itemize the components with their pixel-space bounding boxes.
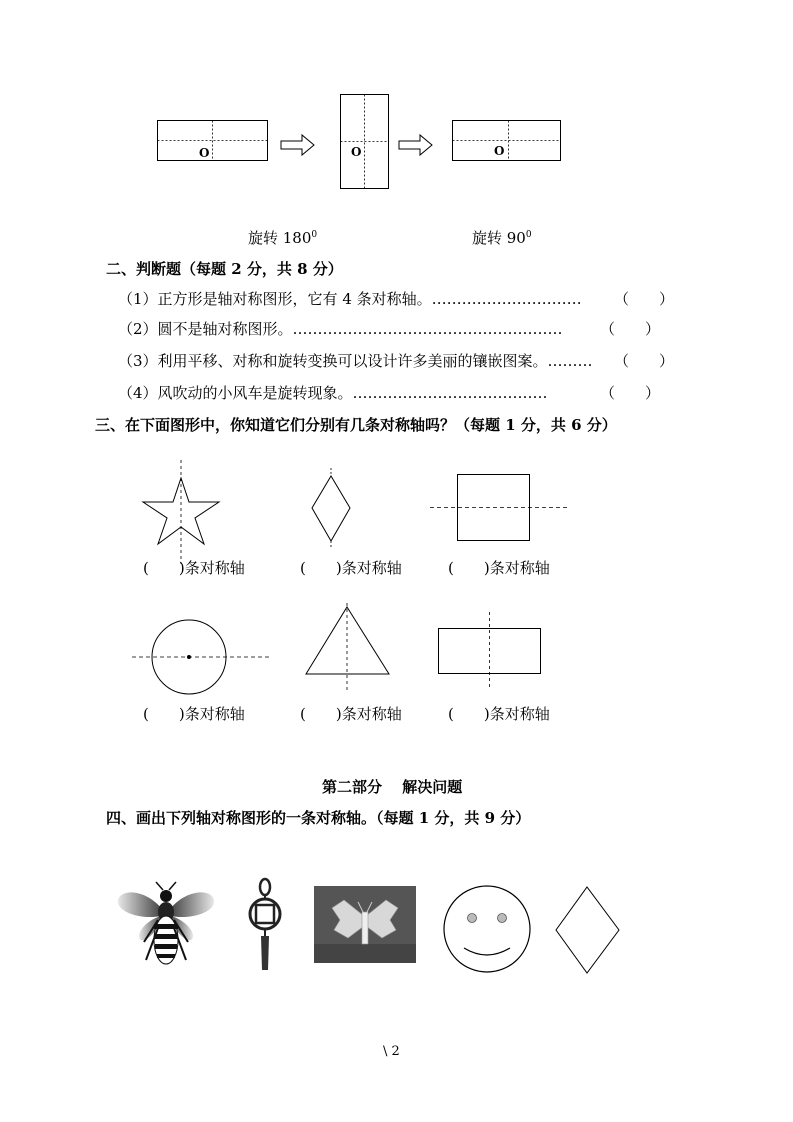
axis-count-blank[interactable]: ( )条对称轴 bbox=[143, 705, 245, 723]
answer-blank[interactable]: （ ） bbox=[614, 352, 675, 370]
chinese-knot-image bbox=[243, 876, 287, 974]
center-mark: O bbox=[494, 144, 505, 158]
paper-butterfly-photo bbox=[314, 886, 416, 963]
section2-heading: 二、判断题（每题 2 分，共 8 分） bbox=[106, 260, 343, 278]
rhombus-shape bbox=[553, 884, 623, 976]
answer-blank[interactable]: （ ） bbox=[600, 384, 661, 402]
judge-item: （3）利用平移、对称和旋转变换可以设计许多美丽的镶嵌图案。……… bbox=[118, 352, 593, 370]
rotation-rect-middle bbox=[341, 95, 389, 189]
axis-count-blank[interactable]: ( )条对称轴 bbox=[448, 559, 550, 577]
center-mark: O bbox=[351, 145, 362, 159]
axis-count-blank[interactable]: ( )条对称轴 bbox=[300, 705, 402, 723]
rotation-label-180: 旋转 $180^0$ bbox=[248, 229, 318, 247]
judge-item: （2）圆不是轴对称图形。……………………………………………… bbox=[118, 320, 563, 338]
axis-count-blank[interactable]: ( )条对称轴 bbox=[143, 559, 245, 577]
rotation-label-90: 旋转 $90^0$ bbox=[472, 229, 532, 247]
rotation-rect-end bbox=[453, 121, 561, 161]
arrow-right-icon bbox=[399, 135, 432, 155]
answer-blank[interactable]: （ ） bbox=[614, 290, 675, 308]
star-shape bbox=[140, 460, 225, 565]
bee-image bbox=[116, 880, 216, 970]
circle-shape bbox=[130, 618, 272, 696]
section4-heading: 四、画出下列轴对称图形的一条对称轴。（每题 1 分，共 9 分） bbox=[106, 809, 531, 827]
rhombus-shape bbox=[307, 468, 357, 548]
axis-count-blank[interactable]: ( )条对称轴 bbox=[300, 559, 402, 577]
page-number: \ 2 bbox=[383, 1044, 400, 1059]
arrow-right-icon bbox=[281, 135, 314, 155]
judge-item: （4）风吹动的小风车是旋转现象。………………………………… bbox=[118, 384, 548, 402]
rectangle-shape bbox=[428, 470, 570, 546]
part-title: 第二部分 解决问题 bbox=[322, 778, 463, 796]
judge-item: （1）正方形是轴对称图形，它有 4 条对称轴。………………………… bbox=[118, 290, 582, 308]
section3-heading: 三、在下面图形中，你知道它们分别有几条对称轴吗？（每题 1 分，共 6 分） bbox=[95, 416, 617, 434]
rotation-rect-start bbox=[158, 121, 268, 161]
center-mark: O bbox=[199, 146, 210, 160]
answer-blank[interactable]: （ ） bbox=[600, 320, 661, 338]
triangle-shape bbox=[302, 603, 394, 693]
axis-count-blank[interactable]: ( )条对称轴 bbox=[448, 705, 550, 723]
smiley-face-image bbox=[442, 884, 532, 974]
rectangle-shape bbox=[436, 612, 544, 692]
rotation-diagram bbox=[150, 88, 570, 198]
